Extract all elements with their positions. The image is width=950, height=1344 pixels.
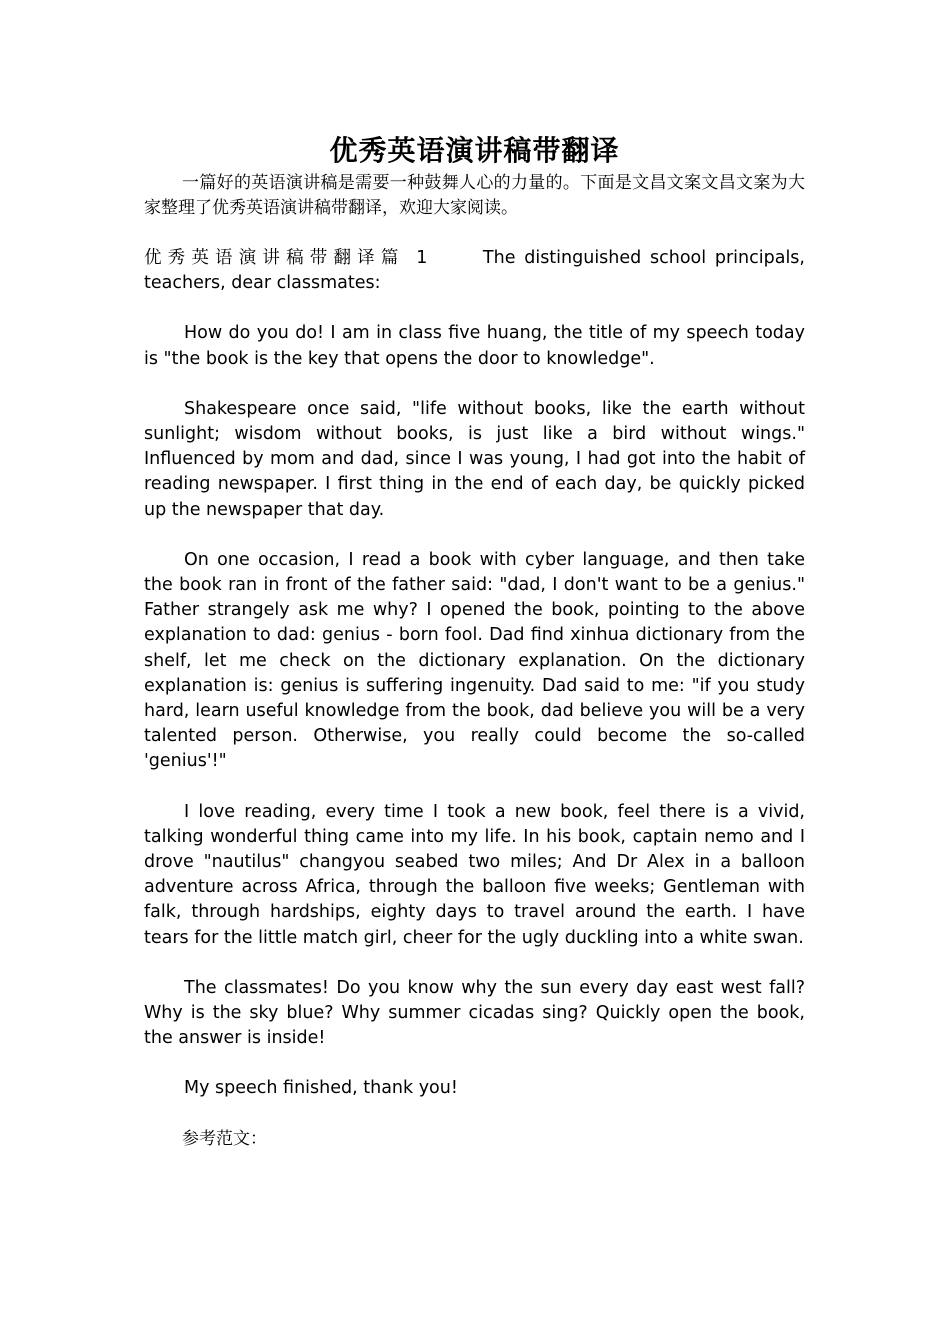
- section-heading: 优秀英语演讲稿带翻译篇 1: [144, 248, 431, 268]
- reference-label: 参考范文：: [182, 1128, 267, 1149]
- paragraph-5: The classmates! Do you know why the sun every day east west fall? Why is the sky blue? Why summer cicadas sing? Quickly open the book, the answer is inside!: [144, 977, 805, 1049]
- section-heading-line: [144, 246, 805, 296]
- spacer: [144, 1051, 805, 1076]
- paragraph-4: I love reading, every time I took a new book, feel there is a vivid, talking wonderful thing came into my life. In his book, captain nemo and I drove "nautilus" changyou seabed two miles; And Dr Alex in a balloon adventure across Africa, through the balloon five weeks; Gentleman with falk, through hardships, eighty days to travel around the earth. I have tears for the little match girl, cheer for the ugly duckling into a white swan.: [144, 801, 805, 948]
- document-body: [144, 131, 805, 1152]
- spacer: [144, 296, 805, 321]
- intro-paragraph: 一篇好的英语演讲稿是需要一种鼓舞人心的力量的。下面是文昌文案文昌文案为大家整理了优秀英语演讲稿带翻译，欢迎大家阅读。: [144, 173, 805, 218]
- paragraph-3: On one occasion, I read a book with cyber language, and then take the book ran in front of the father said: "dad, I don't want to be a genius." Father strangely ask me why? I opened the book, pointing to the above explanation to dad: genius - born fool. Dad find xinhua dictionary from the shelf, let me check on the dictionary explanation. On the dictionary explanation is: genius is suffering ingenuity. Dad said to me: "if you study hard, learn useful knowledge from the book, dad believe you will be a very talented person. Otherwise, you really could become the so-called 'genius'!": [144, 549, 805, 772]
- spacer: [144, 1102, 805, 1127]
- document-title: 优秀英语演讲稿带翻译: [329, 134, 620, 167]
- paragraph-2: Shakespeare once said, "life without books, like the earth without sunlight; wisdom without books, is just like a bird without wings." Influenced by mom and dad, since I was young, I had got into the habit of reading newspaper. I first thing in the end of each day, be quickly picked up the newspaper that day.: [144, 398, 805, 520]
- spacer: [144, 951, 805, 976]
- spacer: [144, 523, 805, 548]
- paragraph-1: How do you do! I am in class five huang, the title of my speech today is "the book is the key that opens the door to knowledge".: [144, 323, 805, 369]
- paragraph-6: My speech finished, thank you!: [184, 1078, 458, 1099]
- spacer: [144, 221, 805, 246]
- greeting: The distinguished school principals, teachers, dear classmates:: [144, 248, 805, 294]
- spacer: [144, 775, 805, 800]
- spacer: [144, 372, 805, 397]
